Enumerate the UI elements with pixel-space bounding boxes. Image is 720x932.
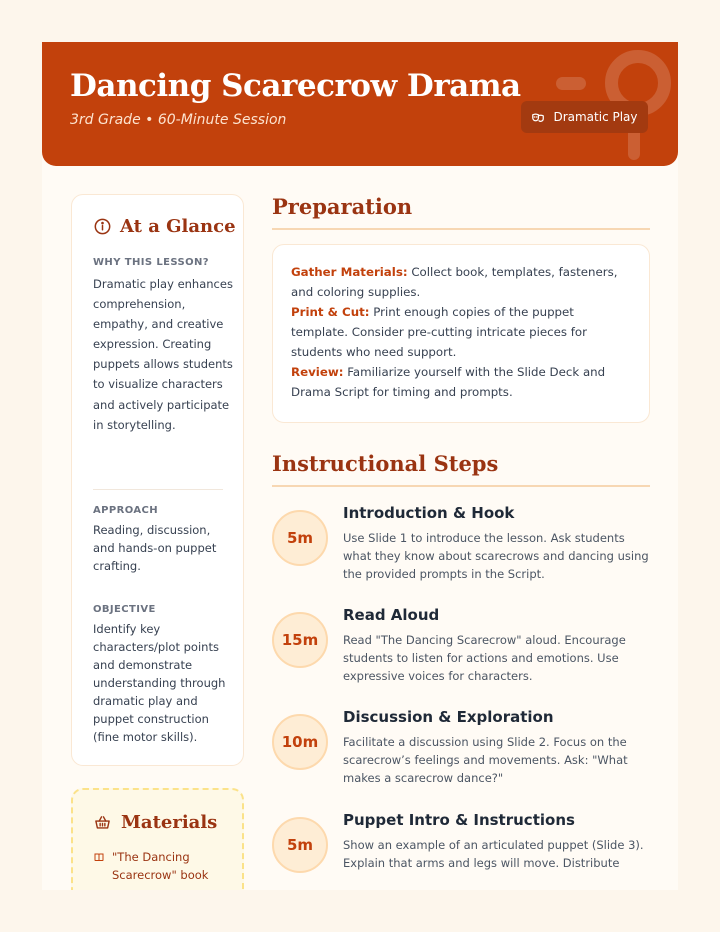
at-a-glance-heading <box>94 216 236 237</box>
step-title: Introduction & Hook <box>343 504 515 522</box>
prep-item-label: Gather Materials: <box>291 265 408 279</box>
info-icon <box>94 218 111 235</box>
preparation-heading: Preparation <box>272 194 413 219</box>
prep-item <box>291 362 631 402</box>
prep-item-label: Print & Cut: <box>291 305 370 319</box>
step-duration-badge: 15m <box>272 612 328 668</box>
category-badge <box>521 101 648 133</box>
prep-item <box>291 262 631 302</box>
materials-list-item <box>94 848 222 884</box>
approach-text: Reading, discussion, and hands-on puppet crafting. <box>93 523 217 573</box>
approach-label: APPROACH <box>93 505 158 516</box>
lesson-header <box>42 42 678 166</box>
step-item <box>272 708 650 794</box>
heading-underline <box>272 485 650 487</box>
materials-title: Materials <box>121 812 218 833</box>
step-description: Read "The Dancing Scarecrow" aloud. Encourage students to listen for actions and emotions. Use expressive voices for characters. <box>343 633 626 683</box>
why-label: WHY THIS LESSON? <box>93 257 209 268</box>
heading-underline <box>272 228 650 230</box>
step-title: Puppet Intro & Instructions <box>343 811 575 829</box>
basket-icon <box>94 814 111 831</box>
preparation-card <box>272 244 650 423</box>
step-title: Discussion & Exploration <box>343 708 554 726</box>
step-duration-badge: 5m <box>272 510 328 566</box>
category-badge-label: Dramatic Play <box>553 110 638 124</box>
materials-heading <box>94 812 217 833</box>
materials-card <box>71 788 244 890</box>
prep-item-text: Print enough copies of the puppet template. Consider pre-cutting intricate pieces for students who need support. <box>291 305 587 359</box>
at-a-glance-title: At a Glance <box>120 216 236 237</box>
masks-icon <box>531 110 545 124</box>
step-description: Show an example of an articulated puppet (Slide 3). Explain that arms and legs will move. Distribute <box>343 838 644 870</box>
why-text: Dramatic play enhances comprehension, empathy, and creative expression. Creating puppets allows students to visualize characters and actively participate in storytelling. <box>93 277 233 432</box>
materials-item-text: "The Dancing Scarecrow" book <box>112 850 209 882</box>
steps-heading: Instructional Steps <box>272 451 499 476</box>
page-title: Dancing Scarecrow Drama <box>70 68 521 104</box>
step-item <box>272 811 650 890</box>
step-item <box>272 606 650 692</box>
objective-text: Identify key characters/plot points and demonstrate understanding through dramatic play and puppet construction (fine motor skills). <box>93 622 226 744</box>
section-divider <box>93 489 223 490</box>
prep-item-text: Familiarize yourself with the Slide Deck and Drama Script for timing and prompts. <box>291 365 606 399</box>
step-description: Use Slide 1 to introduce the lesson. Ask students what they know about scarecrows and dancing using the provided prompts in the Script. <box>343 531 649 581</box>
prep-item-label: Review: <box>291 365 344 379</box>
at-a-glance-card <box>71 194 244 766</box>
step-duration-badge: 10m <box>272 714 328 770</box>
step-duration-badge: 5m <box>272 817 328 873</box>
step-title: Read Aloud <box>343 606 440 624</box>
lesson-page <box>42 42 678 890</box>
prep-item <box>291 302 631 362</box>
step-description: Facilitate a discussion using Slide 2. Focus on the scarecrow’s feelings and movements. Ask: "What makes a scarecrow dance?" <box>343 735 628 785</box>
step-item <box>272 504 650 590</box>
decorative-bar <box>556 77 586 90</box>
objective-label: OBJECTIVE <box>93 604 156 615</box>
prep-item-text: Collect book, templates, fasteners, and coloring supplies. <box>291 265 618 299</box>
book-icon <box>94 852 104 862</box>
page-subtitle: 3rd Grade • 60-Minute Session <box>70 112 287 128</box>
